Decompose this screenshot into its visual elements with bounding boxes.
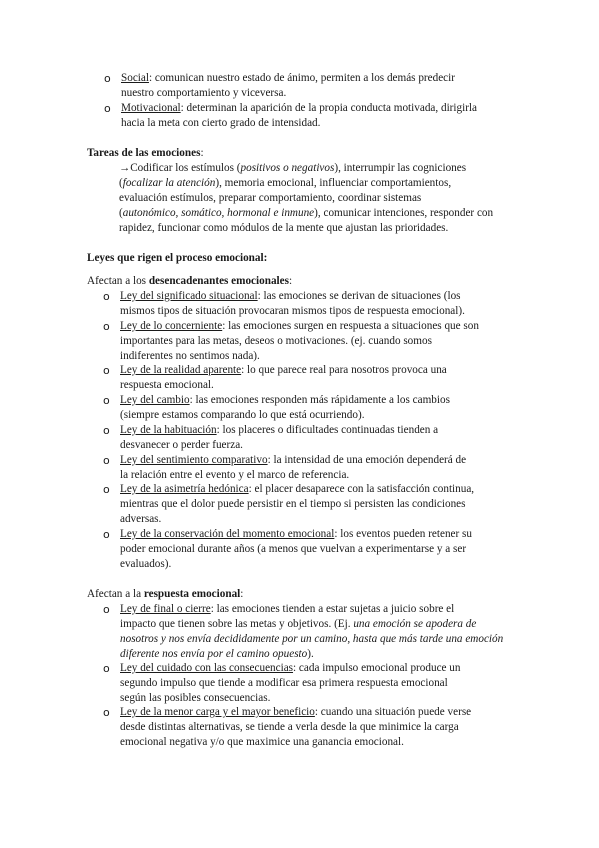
law-term: Ley de lo concerniente xyxy=(120,320,223,332)
law-item xyxy=(120,453,466,468)
heading-text: Tareas de las emociones xyxy=(87,147,201,159)
law-item-cont: nosotros y nos envía decididamente por un camino, hasta que más tarde una emoción xyxy=(120,633,504,645)
law-text: : las emociones responden más rápidamente a los cambios xyxy=(189,394,450,406)
bullet-marker: o xyxy=(104,102,111,115)
term-motivacional: Motivacional xyxy=(121,102,181,114)
bullet-marker: o xyxy=(103,364,110,377)
text: Afectan a la xyxy=(87,588,144,600)
bullet-marker: o xyxy=(103,424,110,437)
law-item-cont: desde distintas alternativas, se tiende a verla desde la que minimice la carga xyxy=(120,721,459,733)
tareas-line-2 xyxy=(119,176,451,191)
text: ), interrumpir las cogniciones xyxy=(334,162,467,174)
italic-text: diferente nos envía por el camino opuesto xyxy=(120,648,308,660)
law-text: : las emociones tienden a estar sujetas a juicio sobre el xyxy=(210,603,455,615)
law-text: : los placeres o dificultades continuadas tienden a xyxy=(216,424,439,436)
law-item-cont: poder emocional durante años (a menos que vuelvan a experimentarse y a ser xyxy=(120,543,467,555)
desencadenantes-intro xyxy=(87,274,292,289)
law-item-cont: desvanecer o perder fuerza. xyxy=(120,439,243,451)
law-item xyxy=(120,705,471,720)
item-text: : determinan la aparición de la propia conducta motivada, dirigirla xyxy=(180,102,478,114)
bullet-marker: o xyxy=(103,320,110,333)
bullet-marker: o xyxy=(103,394,110,407)
list-item-motivacional xyxy=(121,101,477,116)
heading-colon: : xyxy=(200,147,204,159)
respuesta-intro xyxy=(87,587,243,602)
tareas-line-4 xyxy=(119,206,493,221)
law-item-cont: (siempre estamos comparando lo que está ocurriendo). xyxy=(120,409,365,421)
law-item-cont: según las posibles consecuencias. xyxy=(120,692,271,704)
law-text: : el placer desaparece con la satisfacción continua, xyxy=(248,483,475,495)
law-term: Ley de la realidad aparente xyxy=(120,364,242,376)
law-text: : lo que parece real para nosotros provoca una xyxy=(241,364,447,376)
law-text: : cada impulso emocional produce un xyxy=(293,662,461,674)
law-item-cont: indiferentes no sentimos nada). xyxy=(120,350,260,362)
text: ), comunicar intenciones, responder con xyxy=(314,207,494,219)
law-item-cont: segundo impulso que tiende a modificar esa primera respuesta emocional xyxy=(120,677,448,689)
law-text: : cuando una situación puede verse xyxy=(314,706,472,718)
text: ). xyxy=(307,648,314,660)
law-term: Ley de la habituación xyxy=(120,424,217,436)
italic-text: positivos o negativos xyxy=(240,162,335,174)
law-term: Ley del cuidado con las consecuencias xyxy=(120,662,294,674)
law-item-cont xyxy=(120,617,476,632)
tareas-line-3: evaluación estímulos, preparar comportamiento, coordinar sistemas xyxy=(119,192,422,204)
law-term: Ley del cambio xyxy=(120,394,190,406)
tareas-line-1 xyxy=(119,161,466,176)
text: Afectan a los xyxy=(87,275,149,287)
bold-text: respuesta emocional xyxy=(143,588,241,600)
tareas-line-5: rapidez, funcionar como módulos de la mente que ajustan las prioridades. xyxy=(119,222,449,234)
text: ( xyxy=(119,207,123,219)
law-item-cont: mientras que el dolor puede persistir en el tiempo si persisten las condiciones xyxy=(120,498,466,510)
bullet-marker: o xyxy=(103,454,110,467)
law-item-cont: importantes para las metas, deseos o motivaciones. (ej. cuando somos xyxy=(120,335,432,347)
law-item-cont xyxy=(120,647,314,662)
text: impacto que tienen sobre las metas y objetivos. (Ej. xyxy=(120,618,354,630)
italic-text: focalizar la atención xyxy=(122,177,216,189)
law-item-cont: evaluados). xyxy=(120,558,172,570)
law-item xyxy=(120,661,460,676)
law-item xyxy=(120,289,461,304)
law-item xyxy=(120,363,447,378)
bullet-marker: o xyxy=(103,662,110,675)
law-item xyxy=(120,527,472,542)
text: : xyxy=(288,275,293,287)
law-item-cont: adversas. xyxy=(120,513,162,525)
law-item xyxy=(120,423,438,438)
section-heading-leyes: Leyes que rigen el proceso emocional: xyxy=(87,252,268,264)
bold-text: desencadenantes emocionales xyxy=(148,275,289,287)
item-text: : comunican nuestro estado de ánimo, permiten a los demás predecir xyxy=(148,72,455,84)
law-text: : las emociones surgen en respuesta a situaciones que son xyxy=(222,320,479,332)
list-item-social xyxy=(121,71,455,86)
law-item xyxy=(120,393,450,408)
law-item xyxy=(120,602,454,617)
list-item-motivacional-cont: hacia la meta con cierto grado de intensidad. xyxy=(121,117,321,129)
law-text: : las emociones se derivan de situaciones (los xyxy=(257,290,461,302)
text: ( xyxy=(119,177,123,189)
law-term: Ley de la conservación del momento emocional xyxy=(120,528,335,540)
bullet-marker: o xyxy=(103,290,110,303)
list-item-social-cont: nuestro comportamiento y viceversa. xyxy=(121,87,287,99)
italic-text: una emoción se apodera de xyxy=(353,618,477,630)
law-text: : los eventos pueden retener su xyxy=(334,528,472,540)
term-social: Social xyxy=(121,72,149,84)
text: →Codificar los estímulos ( xyxy=(119,162,241,174)
italic-text: autonómico, somático, hormonal e inmune xyxy=(122,207,315,219)
text: ), memoria emocional, influenciar comportamientos, xyxy=(215,177,452,189)
law-term: Ley de la asimetría hedónica xyxy=(120,483,249,495)
text: : xyxy=(240,588,244,600)
law-item xyxy=(120,482,474,497)
law-text: : la intensidad de una emoción dependerá de xyxy=(267,454,467,466)
bullet-marker: o xyxy=(103,706,110,719)
law-term: Ley de final o cierre xyxy=(120,603,211,615)
law-item-cont: mismos tipos de situación provocaran mismos tipos de respuesta emocional). xyxy=(120,305,465,317)
bullet-marker: o xyxy=(103,603,110,616)
bullet-marker: o xyxy=(103,483,110,496)
law-term: Ley del sentimiento comparativo xyxy=(120,454,268,466)
law-term: Ley del significado situacional xyxy=(120,290,258,302)
law-item-cont: respuesta emocional. xyxy=(120,379,214,391)
law-term: Ley de la menor carga y el mayor beneficio xyxy=(120,706,315,718)
law-item xyxy=(120,319,479,334)
section-heading-tareas xyxy=(87,146,204,161)
bullet-marker: o xyxy=(103,528,110,541)
law-item-cont: emocional negativa y/o que maximice una ganancia emocional. xyxy=(120,736,404,748)
bullet-marker: o xyxy=(104,72,111,85)
law-item-cont: la relación entre el evento y el marco de referencia. xyxy=(120,469,350,481)
